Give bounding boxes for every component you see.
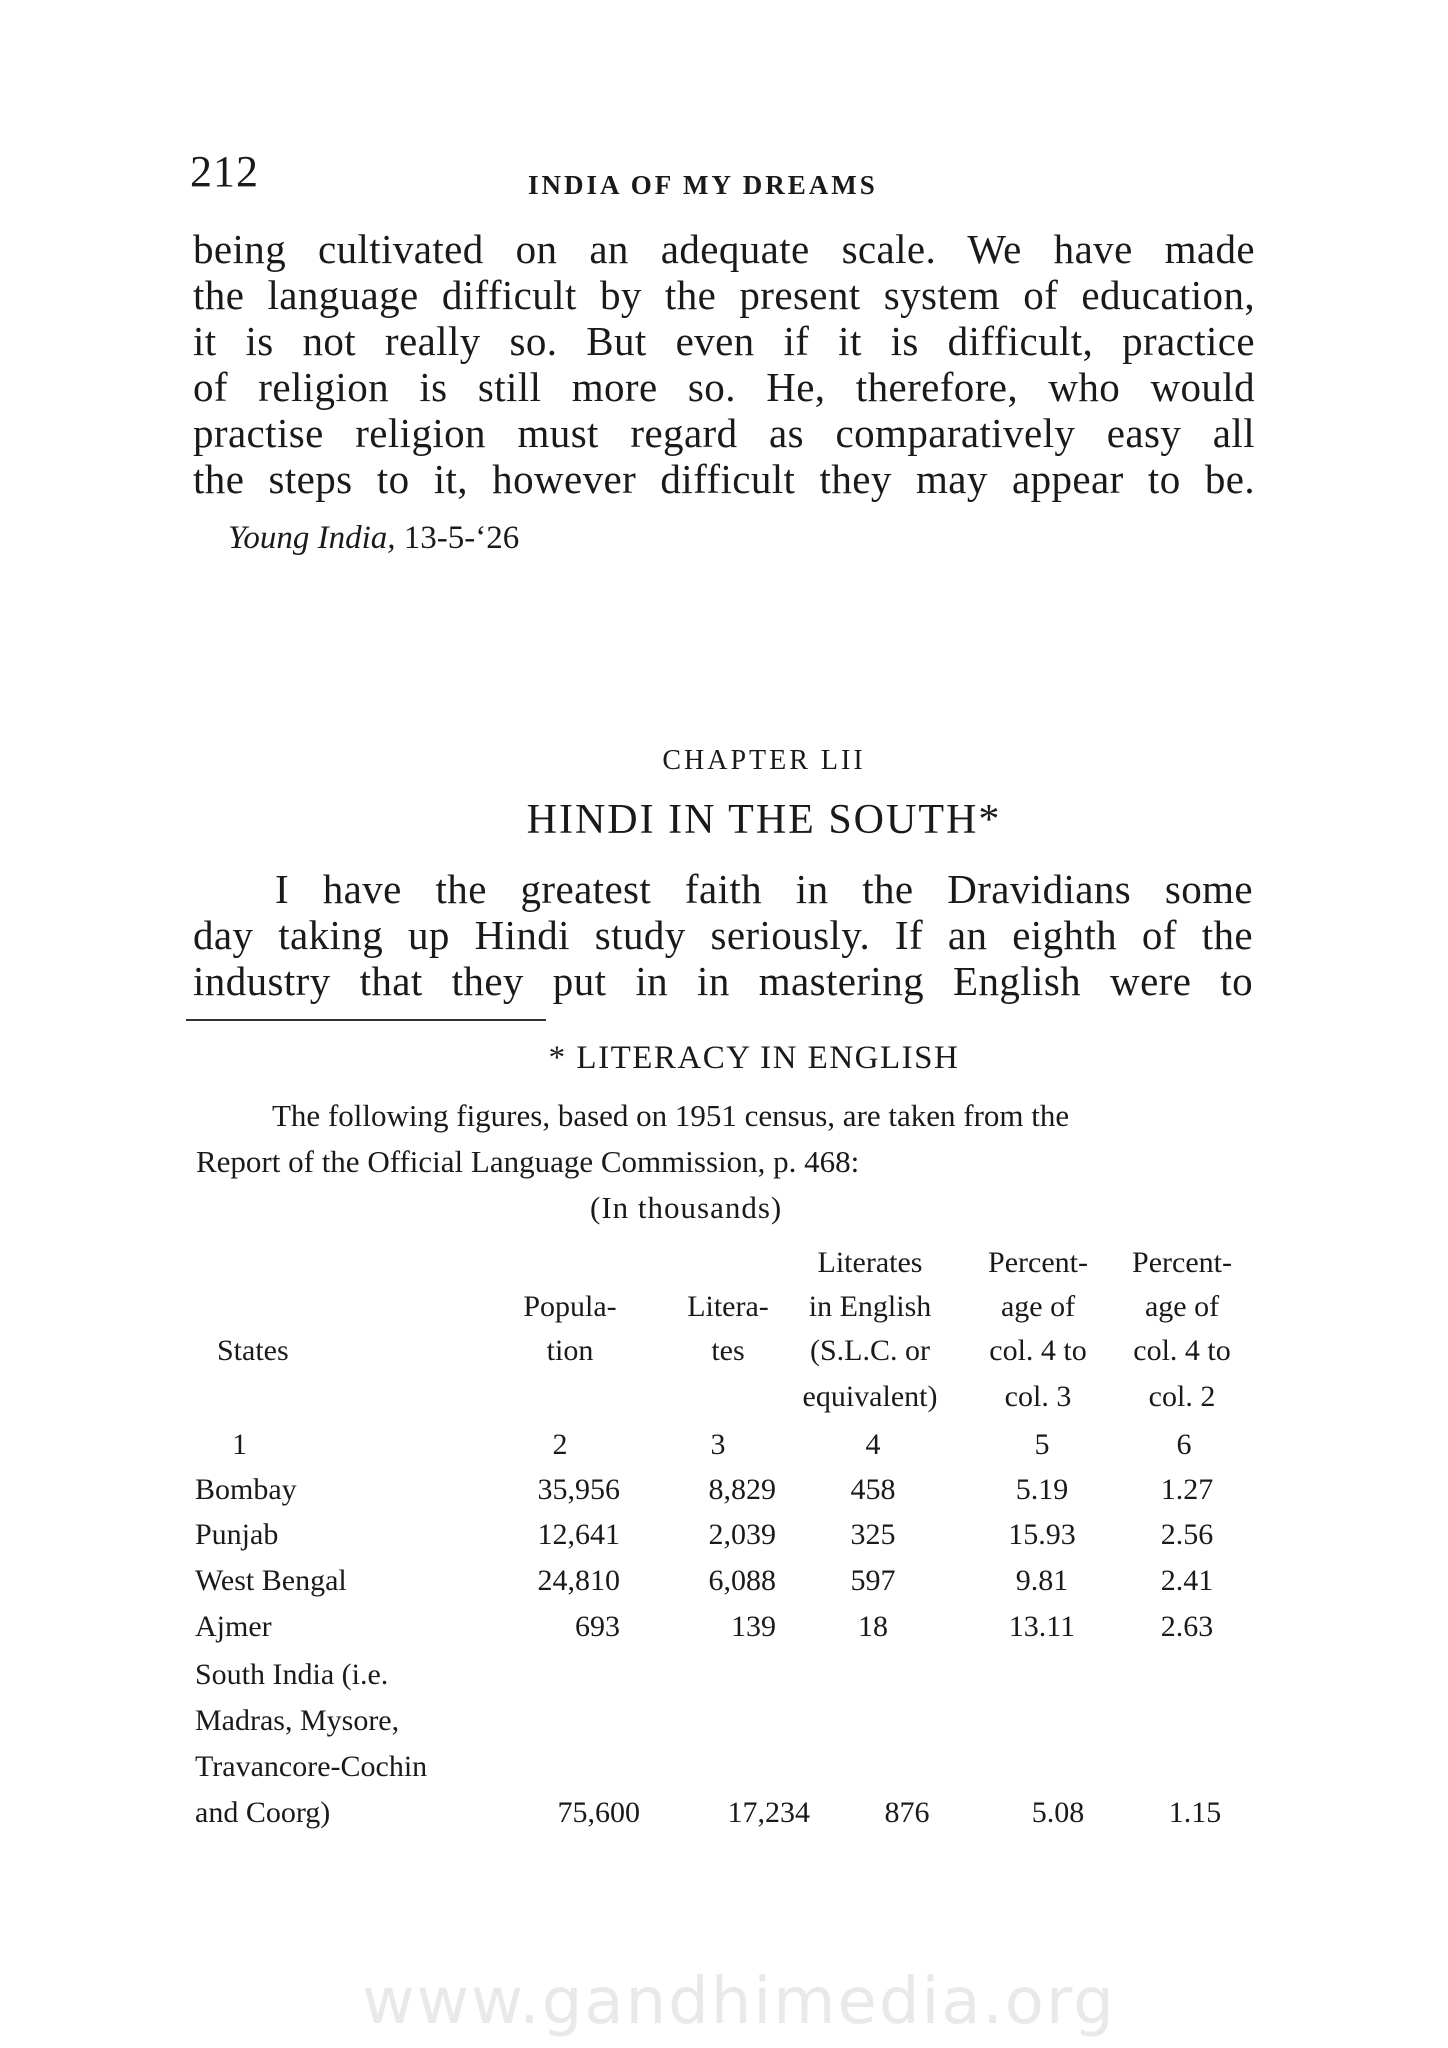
row-literates: 6,088	[708, 1564, 776, 1597]
paragraph-line: the steps to it, however difficult they may appear to be.	[193, 456, 1255, 502]
header-pct-col3: col. 3	[1004, 1380, 1072, 1413]
header-pct-col2: col. 2	[1148, 1380, 1216, 1413]
row-state: South India (i.e.	[195, 1658, 389, 1691]
row-state: Madras, Mysore,	[195, 1704, 400, 1737]
row-literates: 17,234	[727, 1796, 810, 1829]
row-state: Bombay	[195, 1473, 297, 1506]
header-pct-col3: age of	[1000, 1290, 1076, 1323]
row-population: 693	[575, 1610, 620, 1643]
citation-source: Young India,	[228, 520, 396, 556]
header-pct-col3: col. 4 to	[989, 1334, 1087, 1367]
row-pct-col2: 2.41	[1160, 1564, 1214, 1597]
citation	[228, 520, 519, 557]
row-pct-col3: 9.81	[1015, 1564, 1069, 1597]
header-pct-col2: Percent-	[1132, 1246, 1232, 1279]
paragraph-line: the language difficult by the present system of education,	[193, 272, 1255, 318]
column-number: 4	[865, 1428, 881, 1461]
row-state: Travancore-Cochin	[195, 1750, 428, 1783]
row-literates: 8,829	[708, 1473, 776, 1506]
paragraph-line: of religion is still more so. He, therefore, who would	[193, 364, 1255, 410]
header-literates-english: in English	[808, 1290, 932, 1323]
paragraph-line: practise religion must regard as comparatively easy all	[193, 410, 1255, 456]
row-pct-col3: 15.93	[1008, 1518, 1076, 1551]
citation-date: 13-5-‘26	[403, 520, 520, 556]
row-pct-col2: 1.15	[1168, 1796, 1222, 1829]
watermark: www.gandhimedia.org	[362, 1965, 1116, 2039]
footnote-line: The following figures, based on 1951 census, are taken from the	[272, 1098, 1070, 1133]
header-pct-col2: col. 4 to	[1133, 1334, 1231, 1367]
paragraph-line: it is not really so. But even if it is difficult, practice	[193, 318, 1255, 364]
column-number: 5	[1034, 1428, 1050, 1461]
row-english: 597	[850, 1564, 896, 1597]
header-literates: Litera-	[687, 1290, 769, 1323]
header-literates-english: Literates	[817, 1246, 923, 1279]
header-pct-col2: age of	[1144, 1290, 1220, 1323]
row-population: 24,810	[537, 1564, 620, 1597]
footnote-heading: * LITERACY IN ENGLISH	[548, 1040, 960, 1076]
row-english: 18	[858, 1610, 888, 1643]
footnote-line: Report of the Official Language Commission, p. 468:	[196, 1144, 860, 1179]
header-population: tion	[546, 1334, 594, 1367]
header-states: States	[217, 1334, 289, 1367]
row-state: Punjab	[195, 1518, 279, 1551]
paragraph-line: being cultivated on an adequate scale. We have made	[193, 226, 1255, 272]
header-population: Popula-	[523, 1290, 617, 1323]
paragraph-line: I have the greatest faith in the Dravidians some	[275, 866, 1253, 912]
row-pct-col3: 5.19	[1015, 1473, 1069, 1506]
column-number: 2	[552, 1428, 568, 1461]
row-literates: 2,039	[708, 1518, 776, 1551]
row-english: 876	[884, 1796, 930, 1829]
column-number: 3	[710, 1428, 726, 1461]
row-population: 35,956	[537, 1473, 620, 1506]
running-head: INDIA OF MY DREAMS	[528, 170, 878, 200]
paragraph-line: industry that they put in in mastering English were to	[193, 958, 1253, 1004]
row-pct-col3: 13.11	[1008, 1610, 1076, 1643]
row-english: 325	[850, 1518, 896, 1551]
row-pct-col2: 2.56	[1160, 1518, 1214, 1551]
row-english: 458	[850, 1473, 896, 1506]
header-literates: tes	[711, 1334, 745, 1367]
row-literates: 139	[731, 1610, 776, 1643]
row-population: 12,641	[537, 1518, 620, 1551]
header-pct-col3: Percent-	[988, 1246, 1088, 1279]
footnote-divider	[186, 1019, 546, 1021]
footnote-unit: (In thousands)	[590, 1190, 783, 1225]
row-pct-col2: 2.63	[1160, 1610, 1214, 1643]
page-number: 212	[190, 147, 259, 196]
header-literates-english: (S.L.C. or	[810, 1334, 930, 1367]
row-population: 75,600	[557, 1796, 640, 1829]
chapter-label: CHAPTER LII	[662, 745, 866, 776]
row-state: and Coorg)	[195, 1796, 331, 1829]
row-state: Ajmer	[195, 1610, 272, 1643]
row-pct-col3: 5.08	[1031, 1796, 1085, 1829]
chapter-title: HINDI IN THE SOUTH*	[526, 797, 1002, 843]
header-literates-english: equivalent)	[802, 1380, 938, 1413]
column-number: 1	[232, 1428, 247, 1461]
paragraph-line: day taking up Hindi study seriously. If an eighth of the	[193, 912, 1253, 958]
column-number: 6	[1176, 1428, 1192, 1461]
row-state: West Bengal	[195, 1564, 347, 1597]
row-pct-col2: 1.27	[1160, 1473, 1214, 1506]
